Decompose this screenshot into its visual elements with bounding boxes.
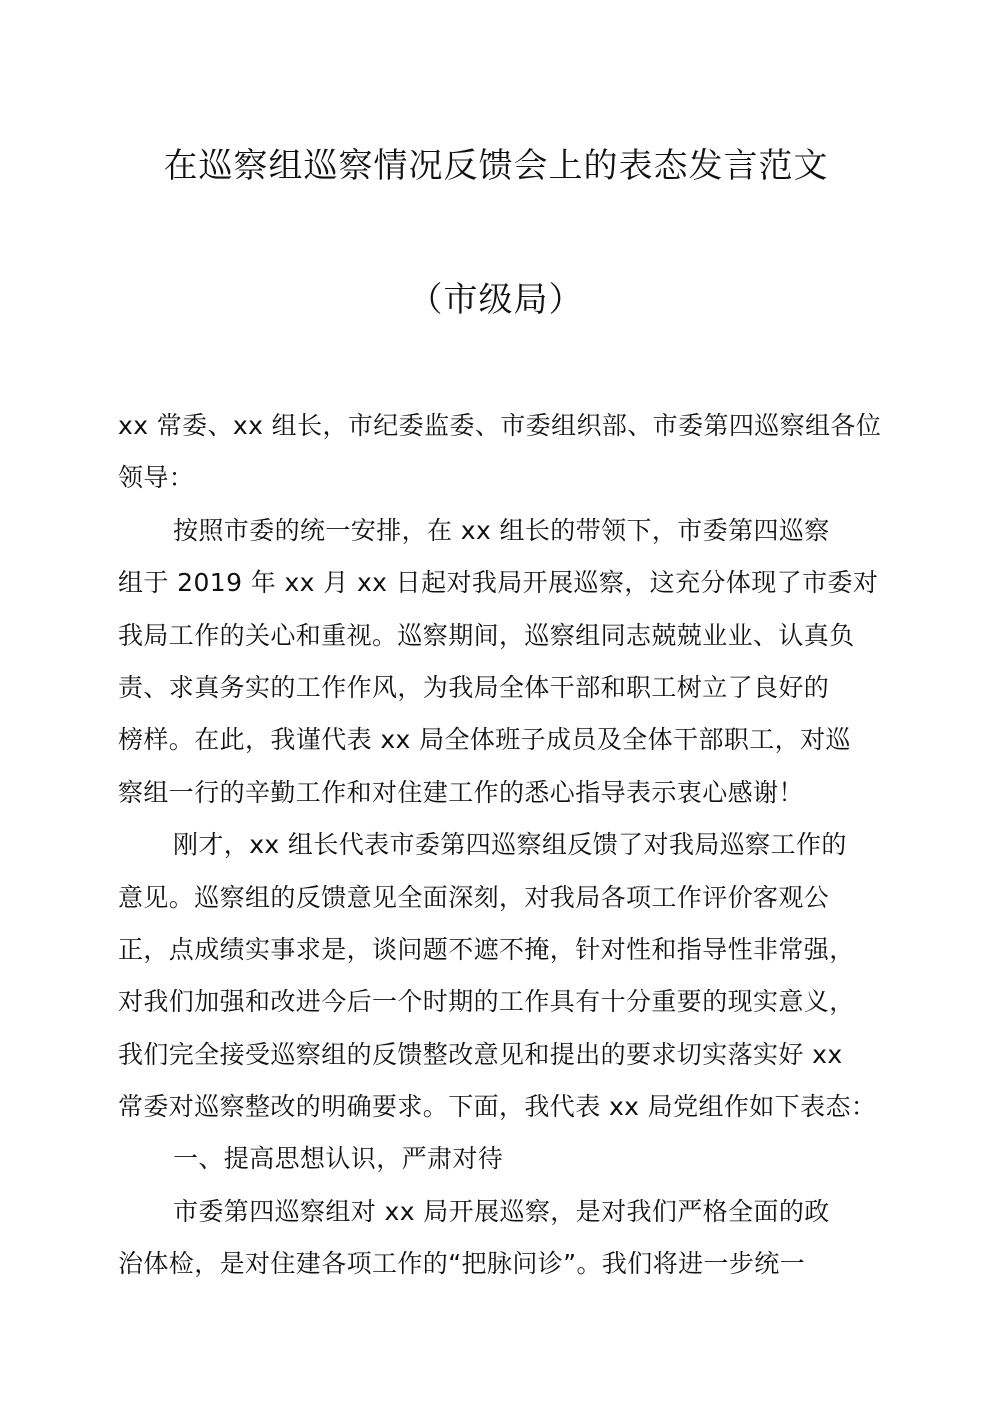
text-line: 我们完全接受巡察组的反馈整改意见和提出的要求切实落实好 xx [118, 1039, 843, 1069]
section-heading: 一、提高思想认识，严肃对待 [173, 1144, 504, 1174]
text-line: 我局工作的关心和重视。巡察期间，巡察组同志兢兢业业、认真负 [118, 620, 855, 650]
document-title: 在巡察组巡察情况反馈会上的表态发言范文 [163, 146, 829, 186]
text-line: 正，点成绩实事求是，谈问题不遮不掩，针对性和指导性非常强， [118, 934, 855, 964]
text-line: xx 常委、xx 组长，市纪委监委、市委组织部、市委第四巡察组各位 [118, 411, 882, 440]
text-line: 组于 2019 年 xx 月 xx 日起对我局开展巡察，这充分体现了市委对 [118, 568, 879, 598]
text-line: 对我们加强和改进今后一个时期的工作具有十分重要的现实意义， [118, 987, 855, 1017]
text-line: 按照市委的统一安排，在 xx 组长的带领下，市委第四巡察 [173, 515, 830, 545]
text-line: 榜样。在此，我谨代表 xx 局全体班子成员及全体干部职工，对巡 [118, 725, 851, 755]
text-line: 市委第四巡察组对 xx 局开展巡察，是对我们严格全面的政 [173, 1196, 830, 1226]
text-line: 刚才，xx 组长代表市委第四巡察组反馈了对我局巡察工作的 [173, 830, 847, 860]
text-line: 领导： [118, 463, 195, 493]
text-line: 意见。巡察组的反馈意见全面深刻，对我局各项工作评价客观公 [118, 882, 830, 912]
document-subtitle: （市级局） [408, 280, 584, 320]
text-line: 常委对巡察整改的明确要求。下面，我代表 xx 局党组作如下表态： [118, 1092, 877, 1122]
document-body [118, 400, 888, 1291]
text-line: 治体检，是对住建各项工作的“把脉问诊”。我们将进一步统一 [118, 1249, 806, 1279]
text-line: 察组一行的辛勤工作和对住建工作的悉心指导表示衷心感谢！ [118, 777, 804, 807]
text-line: 责、求真务实的工作作风，为我局全体干部和职工树立了良好的 [118, 672, 830, 702]
